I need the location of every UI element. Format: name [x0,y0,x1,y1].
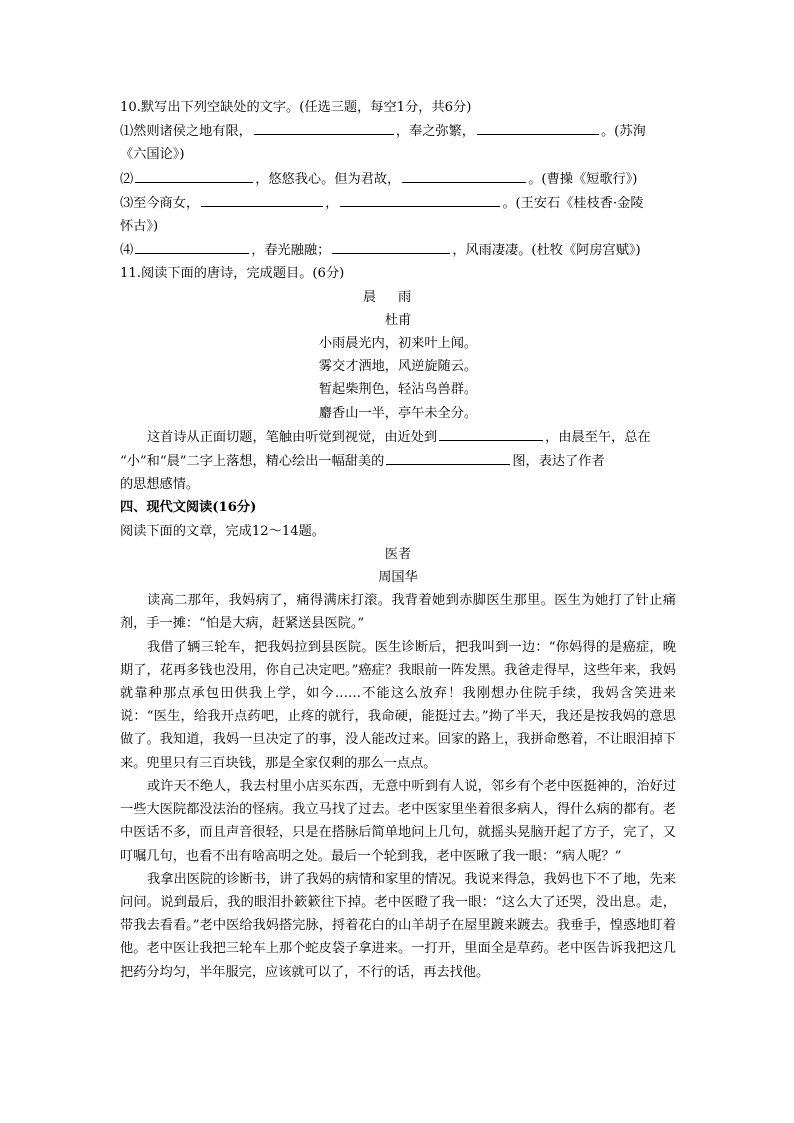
poem-line: 雾交才洒地，风逆旋随云。 [318,359,478,375]
poem-line: 麝香山一半，亭午未全分。 [318,405,478,421]
answer-blank[interactable] [439,425,543,441]
q11-question-line-2 [120,449,676,473]
section-intro: 阅读下面的文章，完成12～14题。 [120,523,325,539]
answer-blank[interactable] [135,238,249,254]
q10-item-3-text-a: ⑶至今商女， [120,195,200,211]
q11-text-a: 这首诗从正面切题，笔触由听觉到视觉，由近处到 [147,429,438,445]
q11-text-d: 图，表达了作者 [512,454,605,470]
answer-blank[interactable] [135,167,253,183]
answer-blank[interactable] [402,167,526,183]
article-author: 周国华 [378,570,418,586]
document-page [120,96,676,984]
q10-item-2-text-b: ，悠悠我心。但为君故， [255,171,401,187]
article-title: 医者 [384,546,412,562]
q10-item-2-text-c: 。(曹操《短歌行》) [528,171,638,187]
q11-question-line-1 [120,425,676,449]
q10-item-1 [120,119,676,143]
q11-header: 11.阅读下面的唐诗，完成题目。(6分) [120,266,345,282]
q10-item-4-text-c: ，风雨凄凄。(杜牧《阿房宫赋》) [452,243,641,259]
poem-line: 小雨晨光内，初来叶上闻。 [318,336,478,352]
answer-blank[interactable] [254,119,394,135]
q10-item-3-cont: 怀古》) [120,219,159,235]
article-paragraph: 我借了辆三轮车，把我妈拉到县医院。医生诊断后，把我叫到一边：“你妈得的是癌症，晚期了，花再多钱也没用，你自己决定吧。”癌症？我眼前一阵发黑。我爸走得早，这些年来，我妈就靠种那点承包田供我上学，如今……不能这么放弃！我刚想办住院手续，我妈含笑进来说：“医生，给我开点药吧，止疼的就行，我命硬，能挺过去。”拗了半天，我还是按我妈的意思做了。我知道，我妈一旦决定了的事，没人能改过来。回家的路上，我拼命憋着，不让眼泪掉下来。兜里只有三百块钱，那是全家仅剩的那么一点点。 [120,639,676,771]
answer-blank[interactable] [201,191,323,207]
q10-item-3-text-b: ， [325,195,339,211]
q10-item-3 [120,191,676,215]
article-paragraph: 或许天不绝人，我去村里小店买东西，无意中听到有人说，邻乡有个老中医挺神的，治好过一些大医院都没法治的怪病。我立马找了过去。老中医家里坐着很多病人，得什么病的都有。老中医话不多，而且声音很轻，只是在搭脉后简单地问上几句，就摇头晃脑开起了方子，完了，又叮嘱几句，也看不出有啥高明之处。最后一个轮到我，老中医瞅了我一眼：“病人呢？” [120,778,676,864]
article-paragraph: 读高二那年，我妈病了，痛得满床打滚。我背着她到赤脚医生那里。医生为她打了针止痛剂，手一摊：“怕是大病，赶紧送县医院。” [120,593,676,632]
q10-item-3-text-c: 。(王安石《桂枝香·金陵 [502,195,644,211]
answer-blank[interactable] [332,238,450,254]
q10-item-4 [120,238,676,262]
q11-text-b: ，由晨至午，总在 [545,429,651,445]
article-paragraph: 我拿出医院的诊断书，讲了我妈的病情和家里的情况。我说来得急，我妈也下不了地，先来问问。说到最后，我的眼泪扑簌簌往下掉。老中医瞪了我一眼：“这么大了还哭，没出息。走，带我去看看。”老中医给我妈搭完脉，捋着花白的山羊胡子在屋里踱来踱去。我垂手，惶惑地盯着他。老中医让我把三轮车上那个蛇皮袋子拿进来。一打开，里面全是草药。老中医告诉我把这几把药分均匀，半年服完，应该就可以了，不行的话，再去找他。 [120,871,676,980]
q10-item-2-text-a: ⑵ [120,171,134,187]
section-heading: 四、现代文阅读(16分) [120,500,257,516]
poem-line: 暂起柴荆色，轻沾鸟兽群。 [318,382,478,398]
q10-item-1-text-a: ⑴然则诸侯之地有限， [120,124,252,140]
answer-blank[interactable] [477,119,599,135]
answer-blank[interactable] [340,191,500,207]
q10-item-1-text-c: 。(苏洵 [601,124,646,140]
poem-title: 晨雨 [362,289,434,305]
q10-item-4-text-b: ，春光融融； [251,243,331,259]
q11-text-c: “小”和“晨”二字上落想，精心绘出一幅甜美的 [120,454,385,470]
q11-question-line-3: 的思想感情。 [120,477,200,493]
q10-item-1-cont: 《六国论》) [120,147,185,163]
q10-item-4-text-a: ⑷ [120,243,134,259]
q10-item-1-text-b: ，奉之弥繁， [395,124,475,140]
q10-header: 10.默写出下列空缺处的文字。(任选三题，每空1分，共6分) [120,100,472,115]
q10-item-2 [120,167,676,191]
poem-author: 杜甫 [384,312,412,328]
answer-blank[interactable] [386,449,510,465]
